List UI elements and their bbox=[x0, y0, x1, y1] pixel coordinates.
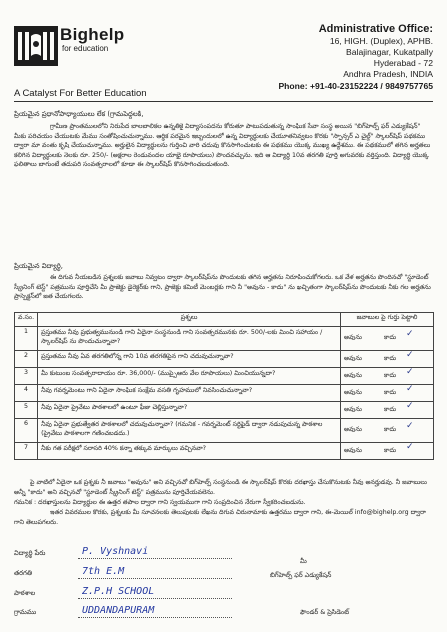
option-yes[interactable]: అవును bbox=[344, 354, 362, 362]
row-number: 1 bbox=[15, 327, 38, 351]
option-yes[interactable]: అవును bbox=[344, 446, 362, 454]
signature-role: ఫౌండర్ & ప్రెసిడెంట్ bbox=[300, 608, 350, 616]
table-row bbox=[15, 351, 434, 368]
greeting-teacher: ప్రియమైన ప్రధానోపాధ్యాయులు లేక (గ్రామపెద్దలకి, bbox=[14, 110, 144, 118]
screening-questions-table bbox=[14, 312, 434, 460]
question-text: ప్రస్తుతము నీవు ప్రభుత్వమునుండి గాని ఏదైనా సంస్థనుండి గాని సంవత్సరమునకు రూ. 500/-లకు మించి సహాయం / స్కాలర్‌షిప్ ను పొందుచున్నావా? bbox=[38, 327, 341, 351]
address-line: Balajinagar, Kukatpally bbox=[346, 47, 433, 57]
contact-paragraph: ఇతర వివరముల కొరకు, ప్రశ్నలకు మీ సూచనలకు తెలుపుటకు లేఖను దిగువ చిరునామాకు ఉత్తరము ద్వారా గాని, ఈ-మెయిల్ info@bighelp.org ద్వారా గాని తెలుపగలరు. bbox=[14, 509, 426, 526]
tick-mark-icon: ✓ bbox=[406, 329, 414, 339]
class-label: తరగతి bbox=[14, 569, 33, 577]
row-number: 6 bbox=[15, 419, 38, 443]
village-field bbox=[14, 605, 232, 618]
option-yes[interactable]: అవును bbox=[344, 405, 362, 413]
brand-subtitle: for education bbox=[62, 44, 109, 53]
brand-block bbox=[60, 26, 124, 54]
student-name-field bbox=[14, 546, 232, 559]
table-row bbox=[15, 402, 434, 419]
greeting-student: ప్రియమైన విద్యార్థి, bbox=[14, 262, 63, 270]
row-number: 5 bbox=[15, 402, 38, 419]
note-paragraph: గమనిక : దరఖాస్తులను విద్యార్థుల ఈ ఉత్తర తపాల ద్వారా గాని స్వయముగా గాని సంప్రదించిన నేరుగా స్వీకరించబడును. bbox=[14, 499, 306, 506]
address-line: Hyderabad - 72 bbox=[373, 58, 433, 68]
option-no[interactable] bbox=[384, 441, 422, 456]
option-no[interactable] bbox=[384, 383, 422, 398]
col-header-question: ప్రశ్నలు bbox=[38, 313, 341, 327]
instructions-paragraph: ఈ దిగువ నీయబడిన ప్రశ్నలకు జవాబు నివ్వటం ద్వారా స్కాలర్‌షిప్‌ను పొందుటకు తగిన అర్హతను నిరూపించుకోగలరు. ఒక వేళ అర్హతను పొందినచో "స్టూడెంట్ స్క్రీనింగ్ టెస్ట్" పత్రమును పూర్తిచేసి మీ ప్రాజెక్టు డైరెక్టర్‌కు గాని, ప్రాజెక్టు కమిటీ మెంబర్లకు గాని నీ "అవును - కాదు" ను ఖచ్చితంగా స్కాలర్‌షిప్‌ను పొందుటకు నీకు గల అర్హతను ప్రాస్పెక్టస్‌లో జత చేయగలరు. bbox=[14, 274, 431, 301]
option-yes[interactable]: అవును bbox=[344, 334, 362, 341]
question-text: నీవు గవర్నమెంటు గాని ఏదైనా సాంఘిక సంక్షేమ వసతి గృహములో నివసించుచున్నావా? bbox=[38, 385, 341, 402]
option-no-label: కాదు bbox=[384, 405, 397, 413]
answer-cell bbox=[341, 419, 434, 443]
answer-cell bbox=[341, 327, 434, 351]
student-name-value[interactable]: P. Vyshnavi bbox=[78, 546, 232, 559]
option-yes[interactable]: అవును bbox=[344, 371, 362, 379]
question-text: ప్రస్తుతము నీవు ఏవ తరగతిలోన్న గాని 10వ తరగతిపైన గాని చదువుచున్నావా? bbox=[38, 351, 341, 368]
class-value[interactable]: 7th E.M bbox=[78, 566, 232, 579]
option-no[interactable] bbox=[384, 329, 422, 343]
col-header-answer: జవాబుల పై గుర్తు పెట్టాలి bbox=[341, 313, 434, 327]
answer-cell bbox=[341, 385, 434, 402]
school-label: పాఠశాల bbox=[14, 589, 36, 597]
village-value[interactable]: UDDANDAPURAM bbox=[78, 605, 232, 618]
option-no[interactable] bbox=[384, 349, 422, 364]
office-phone: Phone: +91-40-23152224 / 9849757765 bbox=[278, 81, 433, 91]
option-no-label: కాదు bbox=[384, 354, 397, 362]
option-no-label: కాదు bbox=[384, 371, 397, 379]
school-value[interactable]: Z.P.H SCHOOL bbox=[78, 586, 232, 599]
answer-cell bbox=[341, 402, 434, 419]
option-no[interactable] bbox=[384, 421, 422, 435]
option-no-label: కాదు bbox=[384, 446, 397, 454]
option-no-label: కాదు bbox=[384, 426, 397, 433]
address-line: Andhra Pradesh, INDIA bbox=[343, 69, 433, 79]
office-title: Administrative Office: bbox=[318, 23, 433, 35]
tick-mark-icon: ✓ bbox=[406, 383, 414, 394]
brand-name: Bighelp bbox=[60, 25, 125, 44]
signature-org: బిగ్‌హెల్ప్ ఫర్ ఎడ్యుకేషన్ bbox=[270, 571, 332, 579]
answer-cell bbox=[341, 443, 434, 460]
option-no[interactable] bbox=[384, 400, 422, 415]
tick-mark-icon: ✓ bbox=[406, 366, 414, 377]
signature-yours: మీ bbox=[300, 557, 307, 565]
row-number: 4 bbox=[15, 385, 38, 402]
question-text: నీవు ఏదైనా ప్రైవేటు పాఠశాలలో ఉంటూ ఫీజు చెల్లిస్తున్నావా? bbox=[38, 402, 341, 419]
option-no-label: కాదు bbox=[384, 334, 397, 341]
question-text: నీవు ఏదైనా ప్రభుత్వేతర పాఠశాలలో చదువుచున్నావా? (గమనిక - గవర్నమెంట్ సర్టిఫైడ్ ద్వారా నడుపుచున్న పాఠశాల (ప్రైవేటు పాఠశాలగా గణించబడదు.) bbox=[38, 419, 341, 443]
row-number: 3 bbox=[15, 368, 38, 385]
class-field bbox=[14, 566, 232, 579]
table-row bbox=[15, 385, 434, 402]
col-header-number: వ.సం. bbox=[15, 313, 38, 327]
answer-cell bbox=[341, 368, 434, 385]
school-field bbox=[14, 586, 232, 599]
student-name-label: విద్యార్థి పేరు bbox=[14, 549, 46, 557]
option-yes[interactable]: అవును bbox=[344, 388, 362, 396]
option-no-label: కాదు bbox=[384, 388, 397, 396]
tick-mark-icon: ✓ bbox=[406, 421, 414, 431]
header-divider bbox=[14, 101, 433, 102]
office-address bbox=[278, 22, 433, 92]
tick-mark-icon: ✓ bbox=[406, 400, 414, 411]
answer-cell bbox=[341, 351, 434, 368]
tagline: A Catalyst For Better Education bbox=[14, 88, 147, 99]
tick-mark-icon: ✓ bbox=[406, 441, 414, 452]
intro-paragraph: గ్రామీణ ప్రాంతములలోని నిరుపేద బాలబాలికల ఉన్నతికై విద్యాసంపదను కోరుతూ పాటుపడుతున్న సాంఘిక సేవా సంస్థ అయిన "బిగ్‌హెల్ప్ ఫర్ ఎడ్యుకేషన్" మీకు పరిచయం చేయుటకు మేము సంతోషించుచున్నాము. ఆర్థిక పరమైన ఇబ్బందులలో ఉన్న విద్యార్థులకు చేయూతనివ్వటం కొరకు "స్పాన్సర్ ఎ చైల్డ్" స్కాలర్‌షిప్ పథకము ద్వారా మా వంతు కృషి చేయుచున్నాము. అర్హులైన విద్యార్థులను గుర్తించి వారి చదువు కొనసాగించుటకు ఈ పథకము యొక్క ముఖ్య ఉద్దేశము. ఈ పథకములో తగిన అర్హతలు కలిగిన విద్యార్థులకు నెలకు రూ. 250/- (అక్షరాల రెండువందల యాభై రూపాయలు) పొందవచ్చును. ఇది ఆ విద్యార్థి 10వ తరగతి పూర్తి అగువరకు వర్తిస్తుంది. విద్యార్థి యొక్క ఫలితాలు బాగుంటే తదుపరి సంవత్సరాలలో కూడా ఈ స్కాలర్‌షిప్ కొనసాగించబడుతుంది. bbox=[14, 123, 431, 169]
option-yes[interactable]: అవును bbox=[344, 426, 362, 433]
table-row bbox=[15, 327, 434, 351]
row-number: 7 bbox=[15, 443, 38, 460]
eligibility-paragraph: పై వాటిలో ఏదైనా ఒక ప్రశ్నకు నీ జవాబు "అవును" అని వచ్చినచో బిగ్‌హెల్ప్ సంస్థనుండి ఈ స్కాలర్‌షిప్ కొరకు దరఖాస్తు చేసుకొనుటకు నీవు అనర్హుడవు. నీ జవాబులు అన్నీ "కాదు" అని వచ్చినచో "స్టూడెంట్ స్క్రీనింగ్ టెస్ట్" పత్రమును పూర్తిచేయవలెను. bbox=[14, 479, 427, 496]
table-row bbox=[15, 368, 434, 385]
row-number: 2 bbox=[15, 351, 38, 368]
village-label: గ్రామము bbox=[14, 608, 37, 616]
option-no[interactable] bbox=[384, 366, 422, 381]
address-line: 16, HIGH. (Duplex), APHB. bbox=[329, 36, 433, 46]
bighelp-logo-icon bbox=[14, 26, 58, 66]
question-text: నీకు గత పరీక్షలో సరాసరి 40% కన్నా తక్కువ మార్కులు వచ్చినవా? bbox=[38, 443, 341, 460]
tick-mark-icon: ✓ bbox=[406, 349, 414, 360]
table-row bbox=[15, 419, 434, 443]
question-text: మీ కుటుంబ సంవత్సరాదాయం రూ. 36,000/- (ముప్పైఆరు వేల రూపాయలు) మించియున్నదా? bbox=[38, 368, 341, 385]
table-row bbox=[15, 443, 434, 460]
